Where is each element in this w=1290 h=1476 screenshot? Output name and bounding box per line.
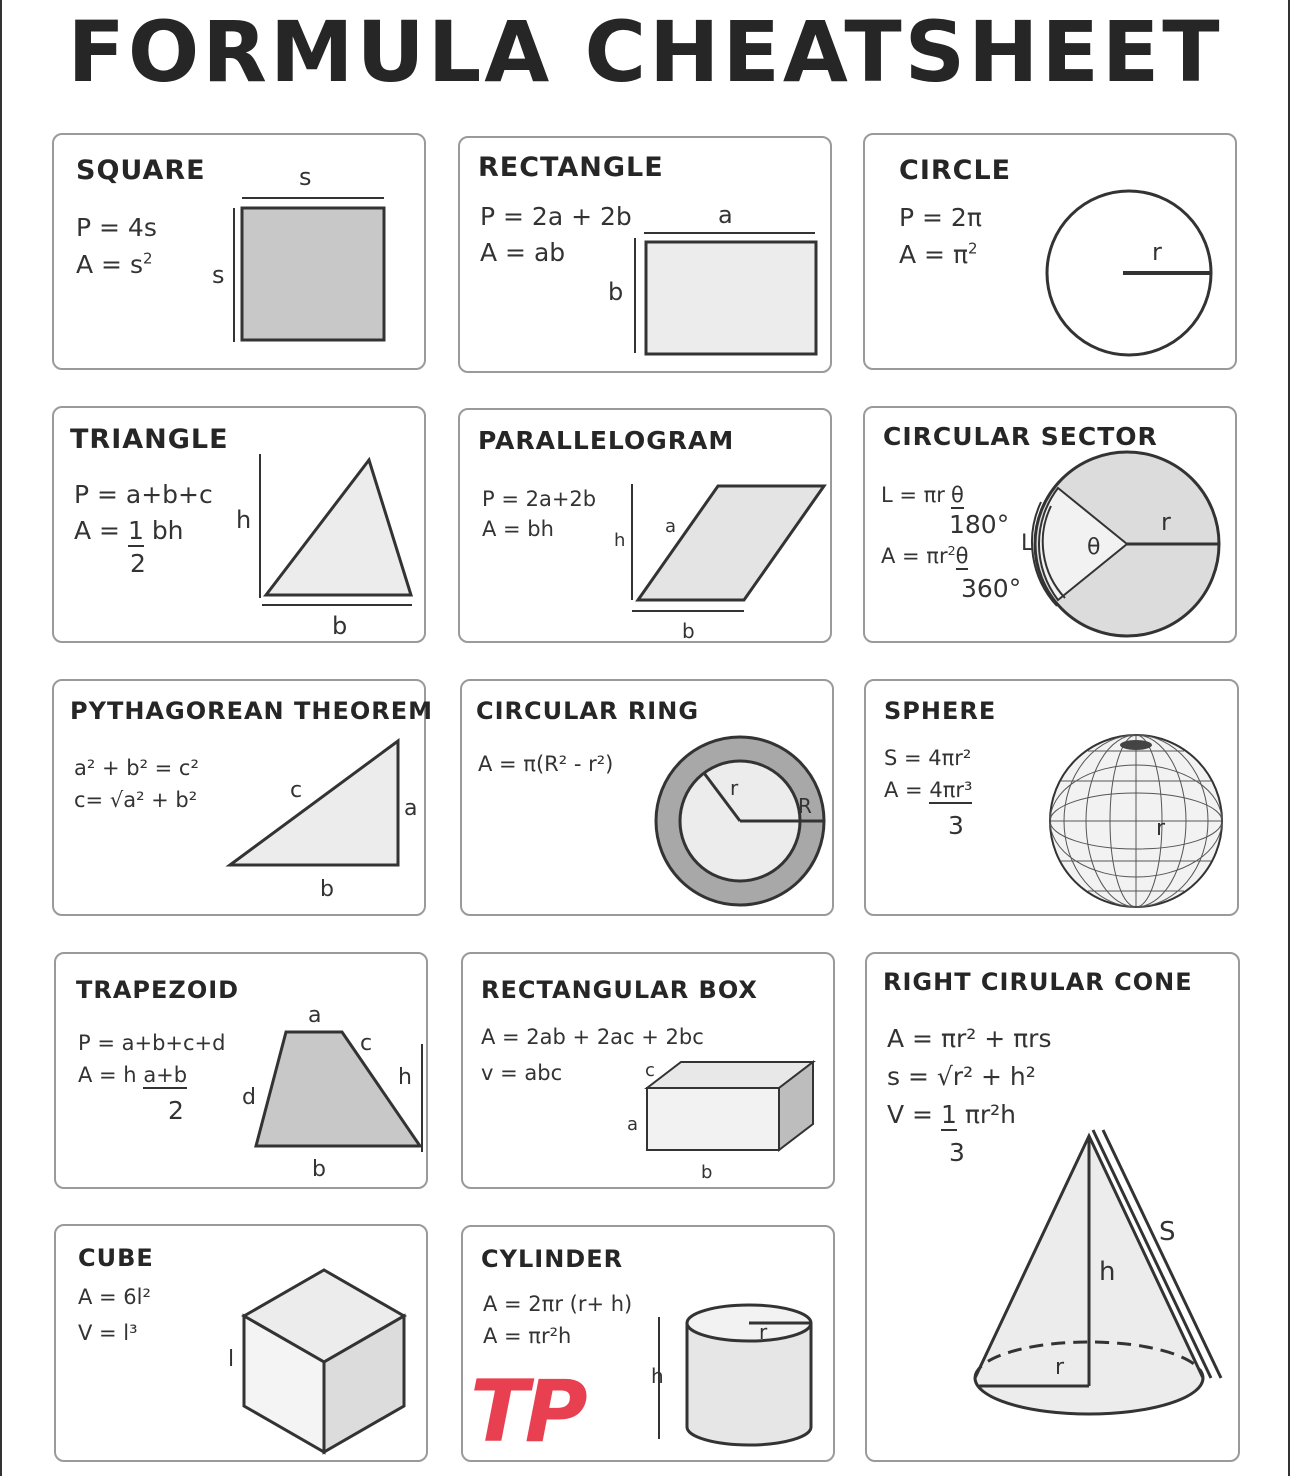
volume-formula: A = 4πr³ bbox=[884, 778, 973, 802]
height-label: h bbox=[651, 1364, 664, 1388]
sector-diagram bbox=[865, 408, 1239, 645]
leg-b-label: b bbox=[320, 877, 334, 902]
base-label: b bbox=[682, 619, 695, 643]
area-formula: A = 6l² bbox=[78, 1285, 151, 1309]
angle-label: θ bbox=[1087, 535, 1101, 560]
sphere-diagram bbox=[866, 681, 1241, 918]
square-diagram bbox=[54, 135, 428, 372]
area-formula: A = bh bbox=[482, 517, 554, 541]
side-d-label: d bbox=[242, 1085, 256, 1110]
box-diagram bbox=[463, 954, 837, 1191]
card-title: RIGHT CIRULAR CONE bbox=[883, 968, 1193, 996]
volume-formula: v = abc bbox=[481, 1061, 563, 1085]
circle-card bbox=[863, 133, 1237, 370]
hypotenuse-label: c bbox=[290, 778, 303, 803]
outer-radius-label: R bbox=[798, 794, 812, 818]
parallelogram-diagram bbox=[460, 410, 834, 645]
cube-diagram bbox=[56, 1226, 430, 1464]
card-title: SPHERE bbox=[884, 697, 997, 725]
square-card bbox=[52, 133, 426, 370]
right-triangle-diagram bbox=[54, 681, 428, 918]
area-denominator: 360° bbox=[961, 574, 1022, 603]
volume-formula: A = πr²h bbox=[483, 1324, 572, 1348]
perimeter-formula: P = 2a + 2b bbox=[480, 202, 632, 231]
area-denominator: 2 bbox=[130, 549, 146, 578]
rectangular-box-card bbox=[461, 952, 835, 1189]
circular-sector-card bbox=[863, 406, 1237, 643]
side-label-left: s bbox=[212, 261, 225, 289]
page-border-left bbox=[0, 0, 2, 1476]
card-title: TRAPEZOID bbox=[76, 976, 240, 1004]
area-formula: A = 1 bh bbox=[74, 516, 184, 545]
circular-ring-card bbox=[460, 679, 834, 916]
parallelogram-card bbox=[458, 408, 832, 643]
card-title: CIRCULAR SECTOR bbox=[883, 422, 1158, 451]
height-label: h bbox=[614, 530, 626, 551]
slant-formula: s = √r² + h² bbox=[887, 1062, 1036, 1091]
height-label: h bbox=[398, 1065, 412, 1090]
sphere-card bbox=[864, 679, 1239, 916]
card-title: RECTANGULAR BOX bbox=[481, 976, 758, 1004]
side-c-label: c bbox=[360, 1031, 373, 1056]
arc-length-denominator: 180° bbox=[949, 510, 1010, 539]
cube-card bbox=[54, 1224, 428, 1462]
rectangle-diagram bbox=[460, 138, 834, 375]
card-title: CUBE bbox=[78, 1244, 154, 1272]
triangle-diagram bbox=[54, 408, 428, 645]
page-title: FORMULA CHEATSHEET bbox=[67, 3, 1223, 101]
height-label: h bbox=[1099, 1257, 1116, 1287]
ring-diagram bbox=[462, 681, 836, 918]
radius-label: r bbox=[1055, 1355, 1065, 1380]
circle-diagram bbox=[865, 135, 1239, 372]
radius-label: r bbox=[1161, 508, 1171, 536]
area-formula: $A = \pi r^2\theta$ bbox=[881, 542, 969, 568]
trapezoid-card bbox=[54, 952, 428, 1189]
volume-formula: V = l³ bbox=[78, 1321, 138, 1345]
depth-label: c bbox=[645, 1060, 655, 1081]
pythagorean-formula: a² + b² = c² bbox=[74, 756, 199, 780]
watermark-logo: TP bbox=[470, 1362, 584, 1462]
length-label: b bbox=[701, 1162, 713, 1183]
perimeter-formula: P = a+b+c+d bbox=[78, 1031, 226, 1055]
area-formula: A = πr² + πrs bbox=[887, 1024, 1052, 1053]
arc-length-formula: L = πr θ bbox=[881, 483, 964, 507]
volume-denominator: 3 bbox=[948, 811, 964, 840]
top-label: a bbox=[308, 1003, 322, 1028]
height-label: h bbox=[236, 506, 252, 534]
base-label: b bbox=[312, 1157, 326, 1182]
area-formula: $A = s^2$ bbox=[76, 249, 153, 279]
perimeter-formula: P = 4s bbox=[76, 213, 157, 242]
card-title: CIRCLE bbox=[899, 155, 1012, 186]
side-label-left: b bbox=[608, 278, 624, 306]
surface-formula: S = 4πr² bbox=[884, 746, 972, 770]
cone-diagram bbox=[867, 954, 1242, 1464]
hypotenuse-formula: c= √a² + b² bbox=[74, 788, 198, 812]
card-title: CIRCULAR RING bbox=[476, 697, 700, 725]
edge-label: l bbox=[228, 1347, 235, 1372]
triangle-card bbox=[52, 406, 426, 643]
height-label: a bbox=[627, 1114, 639, 1135]
radius-label: r bbox=[759, 1320, 768, 1344]
base-label: b bbox=[332, 612, 348, 640]
cone-card bbox=[865, 952, 1240, 1462]
card-title: CYLINDER bbox=[481, 1245, 624, 1273]
pythagorean-card bbox=[52, 679, 434, 916]
side-label: a bbox=[665, 516, 677, 537]
area-formula: A = ab bbox=[480, 238, 566, 267]
slant-label: S bbox=[1159, 1217, 1176, 1247]
side-label-top: a bbox=[718, 201, 733, 229]
area-formula: A = h a+b bbox=[78, 1063, 188, 1087]
inner-radius-label: r bbox=[730, 776, 739, 800]
volume-formula: V = 1 πr²h bbox=[887, 1100, 1017, 1129]
card-title: TRIANGLE bbox=[70, 424, 229, 455]
perimeter-formula: P = 2a+2b bbox=[482, 487, 597, 511]
arc-label: L bbox=[1021, 531, 1034, 556]
perimeter-formula: P = 2π bbox=[899, 203, 982, 232]
trapezoid-diagram bbox=[56, 954, 430, 1191]
radius-label: r bbox=[1156, 816, 1166, 841]
perimeter-formula: P = a+b+c bbox=[74, 480, 213, 509]
card-title: PYTHAGOREAN THEOREM bbox=[70, 697, 434, 725]
rectangle-card bbox=[458, 136, 832, 373]
area-formula: A = 2ab + 2ac + 2bc bbox=[481, 1025, 704, 1049]
volume-denominator: 3 bbox=[949, 1138, 965, 1167]
leg-a-label: a bbox=[404, 796, 418, 821]
card-title: RECTANGLE bbox=[478, 152, 664, 183]
area-formula: A = 2πr (r+ h) bbox=[483, 1292, 633, 1316]
radius-label: r bbox=[1152, 238, 1162, 266]
card-title: PARALLELOGRAM bbox=[478, 426, 735, 455]
side-label-top: s bbox=[299, 163, 312, 191]
card-title: SQUARE bbox=[76, 155, 206, 186]
area-denominator: 2 bbox=[168, 1096, 184, 1125]
area-formula: A = π(R² - r²) bbox=[478, 752, 614, 776]
area-formula: $A = \pi^2$ bbox=[899, 239, 978, 269]
